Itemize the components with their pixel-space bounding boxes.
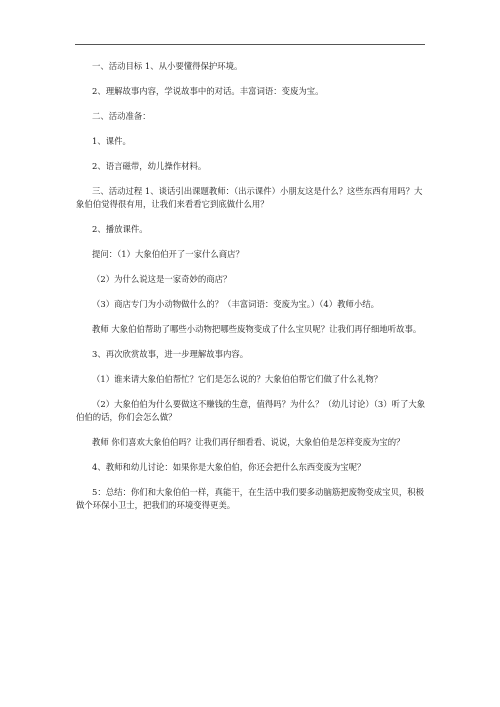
paragraph-spacer (76, 336, 426, 348)
paragraph-question-3: （3）商店专门为小动物做什么的？（丰富词语：变废为宝。）（4）教师小结。 (92, 299, 380, 309)
paragraph-spacer (76, 286, 426, 298)
paragraph-spacer (76, 311, 426, 323)
paragraph-question-1: 提问：（1）大象伯伯开了一家什么商店？ (92, 249, 244, 259)
paragraph-spacer (76, 261, 426, 273)
paragraph-spacer (76, 474, 426, 486)
paragraph-spacer (76, 386, 426, 398)
paragraph-goal-2: 2、理解故事内容，学说故事中的对话。丰富词语：变废为宝。 (92, 86, 324, 96)
header-rule (75, 44, 425, 45)
paragraph-question-2: （2）为什么说这是一家奇妙的商店？ (92, 274, 232, 284)
document-body (76, 60, 426, 512)
paragraph-spacer (76, 424, 426, 436)
paragraph-spacer (76, 361, 426, 373)
paragraph-discussion-2: （2）大象伯伯为什么要做这不赚钱的生意，值得吗？为什么？（幼儿讨论）（3）听了大象伯伯的话，你们会怎么做？ (76, 399, 426, 422)
paragraph-spacer (76, 98, 426, 110)
paragraph-preparation-1: 1、课件。 (92, 136, 131, 146)
paragraph-spacer (76, 236, 426, 248)
paragraph-teacher-1: 教师 大象伯伯帮助了哪些小动物把哪些废物变成了什么宝贝呢？让我们再仔细地听故事。 (92, 324, 422, 334)
paragraph-teacher-2: 教师 你们喜欢大象伯伯吗？让我们再仔细看看、说说，大象伯伯是怎样变废为宝的？ (92, 437, 405, 447)
paragraph-revisit-story: 3、再次欣赏故事，进一步理解故事内容。 (92, 349, 249, 359)
paragraph-spacer (76, 211, 426, 223)
paragraph-preparation-heading: 二、活动准备： (92, 111, 151, 121)
paragraph-process-intro: 三、活动过程 1、谈话引出课题教师：（出示课件）小朋友这是什么？这些东西有用吗？大象伯伯觉得很有用，让我们来看看它到底做什么用？ (76, 186, 423, 209)
paragraph-discussion-3: 4、教师和幼儿讨论：如果你是大象伯伯，你还会把什么东西变废为宝呢？ (92, 462, 366, 472)
paragraph-discussion-1: （1）谁来请大象伯伯帮忙？它们是怎么说的？大象伯伯帮它们做了什么礼物？ (92, 374, 383, 384)
paragraph-spacer (76, 449, 426, 461)
paragraph-spacer (76, 173, 426, 185)
paragraph-spacer (76, 123, 426, 135)
paragraph-preparation-2: 2、语言磁带，幼儿操作材料。 (92, 161, 207, 171)
paragraph-goal: 一、活动目标 1、从小要懂得保护环境。 (92, 61, 243, 71)
paragraph-spacer (76, 148, 426, 160)
paragraph-spacer (76, 73, 426, 85)
paragraph-play-courseware: 2、播放课件。 (92, 224, 148, 234)
paragraph-summary: 5：总结：你们和大象伯伯一样，真能干，在生活中我们要多动脑筋把废物变成宝贝，积极做个环保小卫士，把我们的环境变得更美。 (76, 487, 424, 510)
